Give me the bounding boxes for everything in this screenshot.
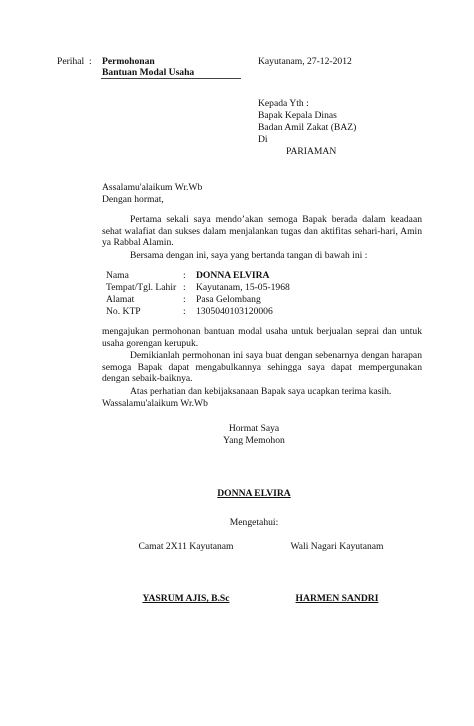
detail-value-nama: DONNA ELVIRA [196, 270, 270, 281]
detail-value-ktp: 1305040103120006 [196, 306, 273, 317]
paragraph-5: Atas perhatian dan kebijaksanaan Bapak saya ucapkan terima kasih. [130, 386, 392, 397]
camat-name: YASRUM AJIS, B.Sc [142, 593, 230, 604]
detail-label-nama: Nama [106, 270, 129, 281]
paragraph-2: Bersama dengan ini, saya yang bertanda tangan di bawah ini : [130, 250, 368, 261]
place-date: Kayutanam, 27-12-2012 [258, 56, 352, 67]
closing-greeting: Wassalamu'alaikum Wr.Wb [102, 398, 208, 409]
paragraph-3: mengajukan permohonan bantuan modal usaha untuk berjualan seprai dan untuk usaha gorengan kerupuk. [102, 326, 422, 349]
detail-value-alamat: Pasa Gelombang [196, 294, 261, 305]
recipient-line-5: PARIAMAN [286, 146, 337, 157]
perihal-colon: : [89, 56, 92, 67]
subject-line-1: Permohonan [102, 56, 155, 67]
acknowledgement-label: Mengetahui: [229, 517, 279, 528]
salutation: Dengan hormat, [102, 194, 164, 205]
recipient-line-1: Kepada Yth : [258, 98, 309, 109]
signature-line-2: Yang Memohon [223, 435, 285, 446]
detail-label-alamat: Alamat [106, 294, 135, 305]
camat-title: Camat 2X11 Kayutanam [138, 541, 234, 552]
detail-label-ktp: No. KTP [106, 306, 141, 317]
subject-line-2: Bantuan Modal Usaha [102, 67, 195, 78]
signer-name: DONNA ELVIRA [217, 488, 291, 499]
subject-underline [101, 78, 241, 79]
signature-line-1: Hormat Saya [228, 423, 280, 434]
wali-nagari-title: Wali Nagari Kayutanam [290, 541, 384, 552]
perihal-label: Perihal [57, 56, 85, 67]
wali-nagari-name: HARMEN SANDRI [295, 593, 379, 604]
detail-value-ttl: Kayutanam, 15-05-1968 [196, 282, 290, 293]
paragraph-1: Pertama sekali saya mendo’akan semoga Bapak berada dalam keadaan sehat walafiat dan sukses dalam menjalankan tugas dan aktifitas sehari-hari, Amin ya Rabbal Alamin. [102, 214, 422, 249]
paragraph-4: Demikianlah permohonan ini saya buat dengan sebenarnya dengan harapan semoga Bapak dapat mengabulkannya sehingga saya dapat mempergunakan dengan sebaik-baiknya. [102, 350, 422, 385]
detail-colon: : [183, 282, 186, 293]
detail-colon: : [183, 294, 186, 305]
recipient-line-2: Bapak Kepala Dinas [258, 110, 337, 121]
detail-label-ttl: Tempat/Tgl. Lahir [106, 282, 177, 293]
detail-colon: : [183, 270, 186, 281]
recipient-line-3: Badan Amil Zakat (BAZ) [258, 122, 357, 133]
recipient-line-4: Di [258, 134, 268, 145]
detail-colon: : [183, 306, 186, 317]
greeting: Assalamu'alaikum Wr.Wb [102, 182, 203, 193]
